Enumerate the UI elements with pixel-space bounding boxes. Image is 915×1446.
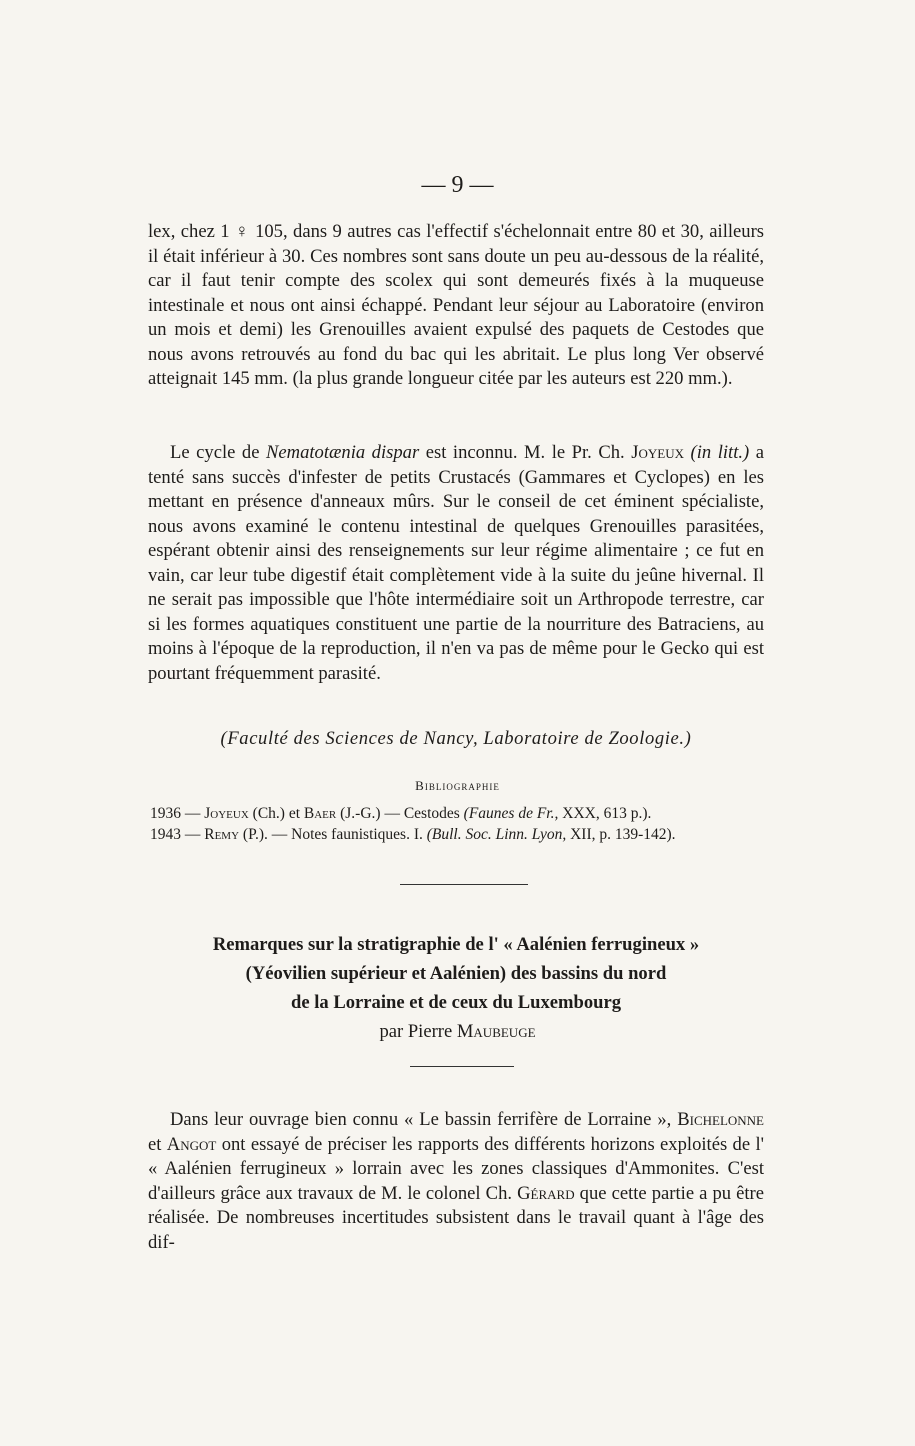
paragraph-1: lex, chez 1 ♀ 105, dans 9 autres cas l'effectif s'échelonnait entre 80 et 30, ailleurs il était inférieur à 30. Ces nombres sont sans doute un peu au-dessous de la réalité, car il faut tenir compte des scolex qui sont demeurés fixés à la muqueuse intestinale et nous ont ainsi échappé. Pendant leur séjour au Laboratoire (environ un mois et demi) les Grenouilles avaient expulsé des paquets de Cestodes que nous avons retrouvés au fond du bac qui les abritait. Le plus long Ver observé atteignait 145 mm. (la plus grande longueur citée par les auteurs est 220 mm.). [148, 221, 764, 389]
page-number: — 9 — [421, 172, 494, 198]
bibliography-entry: 1943 — Remy (P.). — Notes faunistiques. I. (Bull. Soc. Linn. Lyon, XII, p. 139-142). [150, 826, 676, 843]
bibliography-heading: Bibliographie [415, 778, 500, 793]
article-title [148, 930, 764, 1017]
title-line: (Yéovilien supérieur et Aalénien) des bassins du nord [245, 963, 667, 984]
title-line: Remarques sur la stratigraphie de l' « Aalénien ferrugineux » [212, 934, 700, 955]
title-divider [410, 1066, 514, 1067]
paragraph-2: Le cycle de Nematotænia dispar est inconnu. M. le Pr. Ch. Joyeux (in litt.) a tenté sans succès d'infester de petits Crustacés (Gammares et Cyclopes) en les mettant en présence d'anneaux mûrs. Sur le conseil de cet éminent spécialiste, nous avons examiné le contenu intestinal de quelques Grenouilles parasitées, espérant obtenir ainsi des renseignements sur leur régime alimentaire ; ce fut en vain, car leur tube digestif était complètement vide à la suite du jeûne hivernal. Il ne serait pas impossible que l'hôte intermédiaire soit un Arthropode terrestre, car si les formes aquatiques constituent une partie de la nourriture des Batraciens, au moins à l'époque de la reproduction, il n'en va pas de même pour le Gecko qui est pourtant fréquemment parasité. [148, 442, 765, 684]
author-name: Joyeux [631, 442, 684, 463]
byline-author: Maubeuge [456, 1021, 536, 1042]
paragraph-3: Dans leur ouvrage bien connu « Le bassin ferrifère de Lorraine », Bichelonne et Angot ont essayé de préciser les rapports des différents horizons exploités de l' « Aalénien ferrugineux » lorrain avec les zones classiques d'Ammonites. C'est d'ailleurs grâce aux travaux de M. le colonel Ch. Gérard que cette partie a pu être réalisée. De nombreuses incertitudes subsistent dans le travail quant à l'âge des dif- [148, 1109, 764, 1253]
bibliography-list [150, 803, 764, 845]
bibliography-entry: 1936 — Joyeux (Ch.) et Baer (J.-G.) — Cestodes (Faunes de Fr., XXX, 613 p.). [150, 805, 652, 822]
species-name: Nematotænia dispar [265, 442, 420, 463]
section-divider [400, 884, 528, 885]
affiliation: (Faculté des Sciences de Nancy, Laboratoire de Zoologie.) [220, 728, 692, 749]
title-line: de la Lorraine et de ceux du Luxembourg [290, 992, 622, 1013]
byline: par Pierre Maubeuge [379, 1021, 536, 1042]
